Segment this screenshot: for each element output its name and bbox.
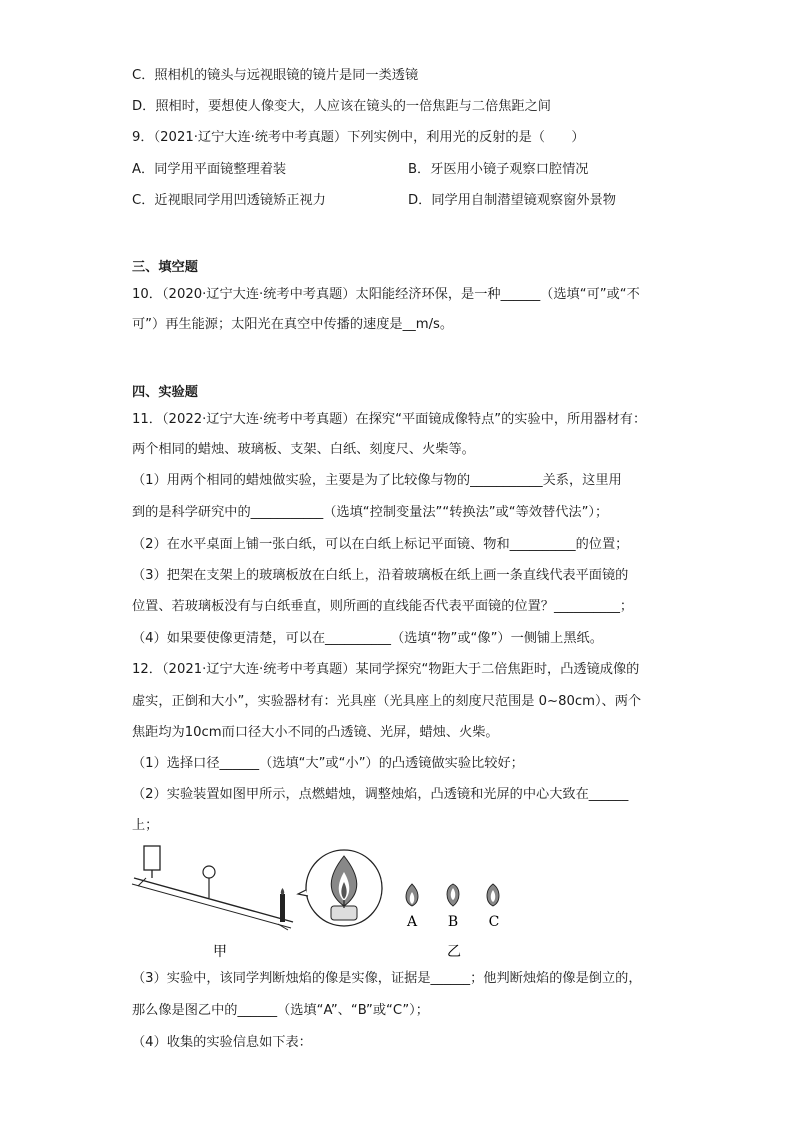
candle-flame-magnified xyxy=(298,850,382,926)
flame-b-icon xyxy=(447,884,459,906)
figure-label-jia: 甲 xyxy=(213,944,227,960)
q10-line1: 10．（2020·辽宁大连·统考中考真题）太阳能经济环保，是一种______（选填“可”或“不 xyxy=(132,287,640,302)
q12-line1: 12．（2021·辽宁大连·统考中考真题）某同学探究“物距大于二倍焦距时，凸透镜成像的 xyxy=(132,662,640,677)
q12-line3: 焦距均为10cm而口径大小不同的凸透镜、光屏，蜡烛、火柴。 xyxy=(132,725,499,740)
figure-label-yi: 乙 xyxy=(447,944,461,960)
q11-line6: （3）把架在支架上的玻璃板放在白纸上，沿着玻璃板在纸上画一条直线代表平面镜的 xyxy=(132,568,629,583)
experiment-figure xyxy=(128,838,528,968)
q9-option-a: A．同学用平面镜整理着装 xyxy=(132,162,287,177)
flame-a-icon xyxy=(406,884,418,906)
flame-label-c: C xyxy=(488,914,500,930)
q11-line4: 到的是科学研究中的___________（选填“控制变量法”“转换法”或“等效替代法”）； xyxy=(132,505,609,520)
q12-line2: 虚实，正倒和大小”，实验器材有：光具座（光具座上的刻度尺范围是 0~80cm）、两个 xyxy=(132,694,642,709)
q12-line8: 那么像是图乙中的______（选填“A”、“B”或“C”）； xyxy=(132,1003,429,1018)
q12-line4: （1）选择口径______（选填“大”或“小”）的凸透镜做实验比较好； xyxy=(132,756,524,771)
candle xyxy=(278,888,288,930)
q9-option-b: B．牙医用小镜子观察口腔情况 xyxy=(408,162,589,177)
q9-stem: 9．（2021·辽宁大连·统考中考真题）下列实例中，利用光的反射的是（ ） xyxy=(132,130,585,145)
q8-option-d: D．照相时，要想使人像变大，人应该在镜头的一倍焦距与二倍焦距之间 xyxy=(132,99,551,114)
q11-line3: （1）用两个相同的蜡烛做实验，主要是为了比较像与物的___________关系，这里用 xyxy=(132,473,622,488)
q9-option-c: C．近视眼同学用凹透镜矫正视力 xyxy=(132,193,326,208)
q12-line7: （3）实验中，该同学判断烛焰的像是实像，证据是______；他判断烛焰的像是倒立的， xyxy=(132,971,642,986)
flame-c-icon xyxy=(487,884,499,906)
q12-line9: （4）收集的实验信息如下表： xyxy=(132,1035,312,1050)
flame-label-a: A xyxy=(406,914,418,930)
convex-lens xyxy=(203,866,215,898)
optical-bench-rail-lower xyxy=(132,884,291,928)
optical-bench-rail xyxy=(134,878,293,922)
q12-line6: 上； xyxy=(132,818,159,833)
section-experiment-title: 四、实验题 xyxy=(132,385,198,400)
q10-line2: 可”）再生能源；太阳光在真空中传播的速度是__m/s。 xyxy=(132,317,454,332)
q11-line8: （4）如果要使像更清楚，可以在__________（选填“物”或“像”）一侧铺上黑纸。 xyxy=(132,631,603,646)
q11-line5: （2）在水平桌面上铺一张白纸，可以在白纸上标记平面镜、物和__________的位置； xyxy=(132,537,629,552)
flame-label-b: B xyxy=(447,914,459,930)
q9-option-d: D．同学用自制潜望镜观察窗外景物 xyxy=(408,193,616,208)
q8-option-c: C．照相机的镜头与远视眼镜的镜片是同一类透镜 xyxy=(132,68,419,83)
q12-line5: （2）实验装置如图甲所示，点燃蜡烛，调整烛焰，凸透镜和光屏的中心大致在______ xyxy=(132,787,629,802)
q11-line2: 两个相同的蜡烛、玻璃板、支架、白纸、刻度尺、火柴等。 xyxy=(132,442,475,457)
q11-line7: 位置、若玻璃板没有与白纸垂直，则所画的直线能否代表平面镜的位置？__________； xyxy=(132,599,634,614)
section-fill-in-title: 三、填空题 xyxy=(132,260,198,275)
q11-line1: 11．（2022·辽宁大连·统考中考真题）在探究“平面镜成像特点”的实验中，所用器材有： xyxy=(132,412,647,427)
